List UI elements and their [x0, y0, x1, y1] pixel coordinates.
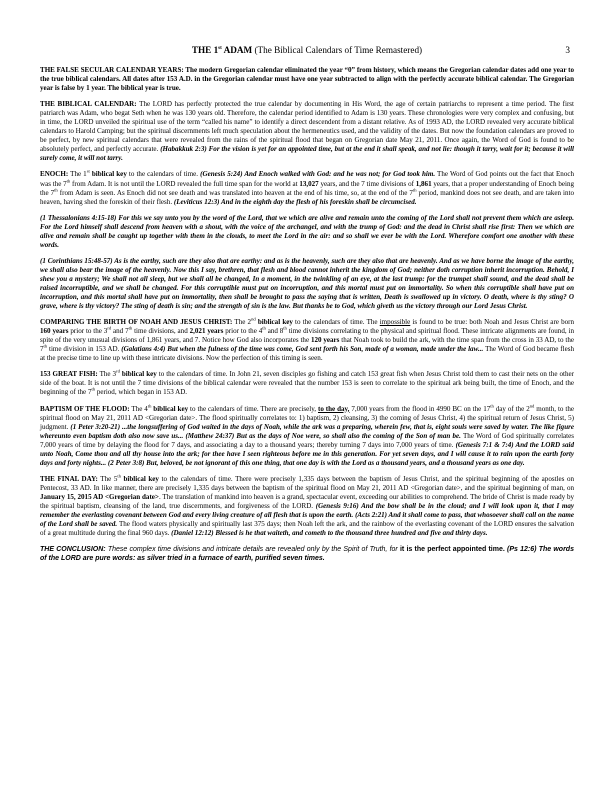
baptism-key-sup: th — [147, 403, 152, 409]
to-the-day: to the day, — [317, 404, 350, 413]
noah-120-years: 120 years — [310, 336, 340, 345]
noah-sup-1: rd — [107, 325, 112, 331]
noah-sup-3: th — [262, 325, 266, 331]
false-secular-text: THE FALSE SECULAR CALENDAR YEARS: The modern Gregorian calendar eliminated the year “0” from history, which means the Gregorian calendar dates add one year to the true biblical calendars. All dates after 153 A.D. in the Gregorian calendar must have one year subtracted to align with the perfectly accurate biblical calendar. The Gregorian year is false by 1 year. The biblical year is true. — [40, 66, 574, 93]
biblical-calendar-heading: THE BIBLICAL CALENDAR: — [40, 100, 137, 109]
impossible-word: impossible — [379, 318, 411, 327]
section-thessalonians — [40, 214, 574, 250]
peter-matthew-quote: (1 Peter 3:20-21) ...the longsuffering of God waited in the days of Noah, while the ark was a preparing, wherein few, that is, eight souls were saved by water. The like figure whereunto even baptism doth also now save us... (Matthew 24:37) But as the days of Noe were, so shall also the coming of the Son of man be. — [40, 422, 574, 440]
title-adam: ADAM — [221, 45, 253, 55]
conclusion-text-1: These complex time divisions and intricate details are revealed only by the Spirit of Truth, for — [105, 546, 400, 554]
enoch-sup-2: th — [54, 187, 58, 193]
noah-text-1: to the calendars of time. The — [292, 318, 380, 327]
noah-text-5: time divisions, and — [132, 327, 190, 336]
baptism-heading: BAPTISM OF THE FLOOD: — [40, 404, 130, 413]
genesis-peter-quote: (Genesis 7:1 & 7:4) And the LORD said unto Noah, Come thou and all thy house into the ark; for thee have I seen righteous before me in this generation. For yet seven days, and I will cause it to rain upon the earth forty days and forty nights... (2 Peter 3:8) But, beloved, be not ignorant of this one thing, that one day is with the Lord as a thousand years, and a thousand years as one day. — [40, 440, 574, 467]
page-title — [40, 44, 574, 56]
enoch-sup-3: th — [412, 187, 417, 193]
noah-text-2: is found to be true: both Noah and Jesus Christ are born — [410, 318, 574, 327]
enoch-text-7: period, mankind does not see death, and are taken into heaven, having shed the foreskin of their flesh. — [40, 188, 574, 206]
enoch-text-1: to the calendars of time. — [126, 170, 201, 179]
page-header — [40, 44, 574, 66]
psalms-quote: (Ps 12:6) The words of the LORD are pure words: as silver tried in a furnace of earth, purified seven times. — [40, 546, 574, 563]
enoch-key-label: biblical key — [89, 170, 127, 179]
section-false-secular — [40, 66, 574, 93]
final-text-2: . The translation of mankind into heaven is a grand, spectacular event, exceeding our abilities to comprehend. The bride of Christ is made ready by the spiritual baptism, cleansing of the land, true discernments, and forgiveness of the LORD. — [40, 492, 574, 510]
noah-sup-5: th — [43, 343, 48, 349]
fish-key-text: The 3 — [97, 370, 117, 379]
noah-text-8: time divisions correlating to the physical and spiritual flood. These intricate alignments are found, in spite of the very unusual divisions of 1,861 years, and 7. Notice how God also incorporates the — [40, 327, 574, 345]
noah-sup-2: th — [128, 325, 133, 331]
enoch-heading: ENOCH: — [40, 170, 69, 179]
corinthians-quote: (1 Corinthians 15:48-57) As is the earthy, such are they also that are earthy: and as is the heavenly, such are they also that are heavenly. And as we have borne the image of the earthy, we shall also bear the image of the heavenly. Now this I say, brethren, that flesh and blood cannot inherit the kingdom of God; neither doth corruption inherit incorruption. Behold, I shew you a mystery; We shall not all sleep, but we shall all be changed, In a moment, in the twinkling of an eye, at the last trump: for the trumpet shall sound, and the dead shall be raised incorruptible, and we shall be changed. For this corruptible must put on incorruption, and this mortal must put on immortality. So when this corruptible shall have put on incorruption, and this mortal shall have put on immortality, then shall be brought to pass the saying that is written, Death is swallowed up in victory. O death, where is thy sting? O grave, where is thy victory? The sting of death is sin; and the strength of sin is the law. But thanks be to God, which giveth us the victory through our Lord Jesus Christ. — [40, 256, 574, 311]
noah-key-sup: nd — [251, 316, 256, 322]
noah-key-text: The 2 — [232, 318, 252, 327]
enoch-text-2: The Word of God points out the fact that Enoch was the 7 — [40, 170, 574, 188]
enoch-division-years: 1,861 — [415, 179, 432, 188]
biblical-calendar-text: The LORD has perfectly protected the true calendar by documenting in His Word, the age of certain patriarchs to represent a time period. The first patriarch was Adam, who begat Seth when he was 130 years old. Therefore, the calendar period identified to Adam is 130 years. These chronologies were very complex and confusing, but in time, the LORD unveiled the spiritual use of the term “called his name” to identify a direct descendent from a distant relative. As of 1993 AD, the LORD revealed very accurate biblical calendars to Harold Camping; but the spiritual discernments left much speculation about the hermeneutics used, and the validity of the dates. But now the foundation calendars are proved to be perfect, by new spiritual calendars that were revealed from the rains of the spiritual flood that began on Gregorian date May 21, 2011. Once again, the Word of God is found to be absolutely perfect, and perfectly accurate. — [40, 100, 575, 154]
noah-160-years: 160 years — [40, 327, 69, 336]
fish-text-1: to the calendars of time. In John 21, seven disciples go fishing and catch 153 great fish when Jesus Christ told them to cast their nets on the other side of the boat. It is not until the 7 time divisions of the biblical calendar were revealed that the number 153 is seen to correlate to the spiritual ark being built, the time of Enoch, and the beginning of the 7 — [40, 370, 574, 397]
section-corinthians — [40, 257, 574, 311]
galatians-quote: (Galatians 4:4) But when the fulness of the time was come, God sent forth his Son, made of a woman, made under the law... — [121, 345, 484, 354]
great-fish-heading: 153 GREAT FISH: — [40, 370, 98, 379]
noah-text-11: The Word of God became flesh at the precise time to line up with these intricate divisions. Now the perfection of this timing is seen. — [40, 345, 574, 363]
noah-jesus-heading: COMPARING THE BIRTH OF NOAH AND JESUS CHRIST: — [40, 318, 233, 327]
genesis-acts-quote: (Genesis 9:16) And the bow shall be in the cloud; and I will look upon it, that I may remember the everlasting covenant between God and every living creature of all flesh that is upon the earth. (Acts 2:21) And it shall come to pass, that whosoever shall call on the name of the Lord shall be saved. — [40, 501, 574, 529]
final-day-date: January 15, 2015 AD <Gregorian date> — [40, 492, 159, 501]
page-subtitle: (The Biblical Calendars of Time Remastered) — [254, 45, 423, 55]
enoch-text-5: years, that a proper understanding of Enoch being the 7 — [40, 179, 574, 197]
final-text-1: to the calendars of time. There were precisely 1,335 days between the baptism of Jesus Christ, and the spiritual beginning of the apostles on Pentecost, 33 AD. In like manner, there are precisely 1,335 days between the baptism of the spiritual flood on May 21, 2011 AD <Gregorian date>, and the spiritual beginning of man, on — [40, 474, 574, 492]
daniel-quote: (Daniel 12:12) Blessed is he that waiteth, and cometh to the thousand three hundred and five and thirty days. — [171, 529, 488, 538]
habakkuk-quote: (Habakkuk 2:3) For the vision is yet for an appointed time, but at the end it shall speak, and not lie: though it tarry, wait for it; because it will surely come, it will not tarry. — [40, 145, 574, 163]
baptism-text-3: day of the 2 — [493, 404, 530, 413]
final-day-heading: THE FINAL DAY: — [40, 474, 98, 483]
section-conclusion — [40, 545, 574, 563]
fish-key-sup: rd — [116, 369, 120, 375]
fish-sup-1: th — [91, 387, 96, 393]
noah-text-7: and 8 — [265, 327, 284, 336]
final-key-text: The 5 — [97, 474, 118, 483]
enoch-total-years: 13,027 — [299, 179, 319, 188]
title-superscript: st — [218, 45, 222, 51]
noah-key-label: biblical key — [255, 318, 293, 327]
section-final-day — [40, 475, 574, 538]
noah-text-4: and 7 — [111, 327, 129, 336]
final-key-sup: th — [117, 473, 121, 479]
section-noah-jesus — [40, 318, 574, 363]
section-baptism — [40, 405, 574, 468]
section-biblical-calendar — [40, 100, 574, 163]
baptism-sup-1: th — [490, 403, 494, 409]
enoch-text-3: from Adam. It is not until the LORD revealed the full time span for the world at — [70, 179, 300, 188]
baptism-key-label: biblical key — [151, 404, 189, 413]
baptism-text-4: month, to the spiritual flood on May 21, 2011 AD <Gregorian date>. The flood spiritually correlates to: 1) baptism, 2) cleansing, 3) the coming of Jesus Christ, 4) the spiritual return of Jesus Christ, 5) judgment. — [40, 404, 574, 431]
leviticus-quote: (Leviticus 12:3) And in the eighth day the flesh of his foreskin shall be circumcised. — [173, 197, 417, 206]
baptism-text-2: 7,000 years from the flood in 4990 BC on the 17 — [349, 404, 491, 413]
noah-sup-4: th — [283, 325, 287, 331]
enoch-key-text: The 1 — [68, 170, 87, 179]
page-number: 3 — [565, 45, 570, 55]
fish-text-2: period, which began in 153 AD. — [95, 388, 188, 397]
enoch-text-4: years, and the 7 time divisions of — [318, 179, 416, 188]
fish-key-label: biblical key — [119, 370, 157, 379]
final-text-3: The flood waters physically and spiritually last 375 days; then Noah left the ark, and the rainbow of the everlasting covenant of the LORD ensures the salvation of a great multitude during the final 960 days. — [40, 520, 574, 538]
conclusion-bold: it is the perfect appointed time. — [399, 546, 505, 554]
section-great-fish — [40, 370, 574, 397]
final-key-label: biblical key — [120, 474, 159, 483]
baptism-sup-2: nd — [529, 403, 535, 409]
noah-text-9: that Noah took to build the ark, with the time span from the cross in 33 AD, to the 7 — [40, 336, 574, 354]
noah-text-3: prior to the 3 — [68, 327, 108, 336]
section-enoch — [40, 170, 574, 206]
enoch-sup-1: th — [66, 178, 71, 184]
noah-text-6: prior to the 4 — [223, 327, 263, 336]
baptism-key-text: The 4 — [129, 404, 148, 413]
baptism-text-5: The Word of God spiritually correlates 7,000 years of time by delaying the flood for 7 days, and associating a day to a thousand years; thereby turning 7 days into 7,000 years of time. — [40, 431, 574, 449]
noah-text-10: time division in 153 AD. — [47, 345, 122, 354]
title-main: THE 1 — [191, 45, 219, 55]
enoch-key-sup: st — [86, 169, 90, 175]
thessalonians-quote: (1 Thessalonians 4:15-18) For this we say unto you by the word of the Lord, that we which are alive and remain unto the coming of the Lord shall not prevent them which are asleep. For the Lord himself shall descend from heaven with a shout, with the voice of the archangel, and with the trump of God: and the dead in Christ shall rise first: Then we which are alive and remain shall be caught up together with them in the clouds, to meet the Lord in the air: and so shall we ever be with the Lord. Wherefore comfort one another with these words. — [40, 213, 574, 249]
enoch-text-6: from Adam is seen. As Enoch did not see death and was translated into heaven at the end of his time, so, at the end of the 7 — [57, 188, 413, 197]
noah-2021-years: 2,021 years — [189, 327, 224, 336]
conclusion-heading: THE CONCLUSION: — [40, 546, 106, 554]
baptism-text-1: to the calendars of time. There are precisely, — [188, 404, 318, 413]
genesis-5-24-quote: (Genesis 5:24) And Enoch walked with God: and he was not; for God took him. — [200, 170, 436, 179]
